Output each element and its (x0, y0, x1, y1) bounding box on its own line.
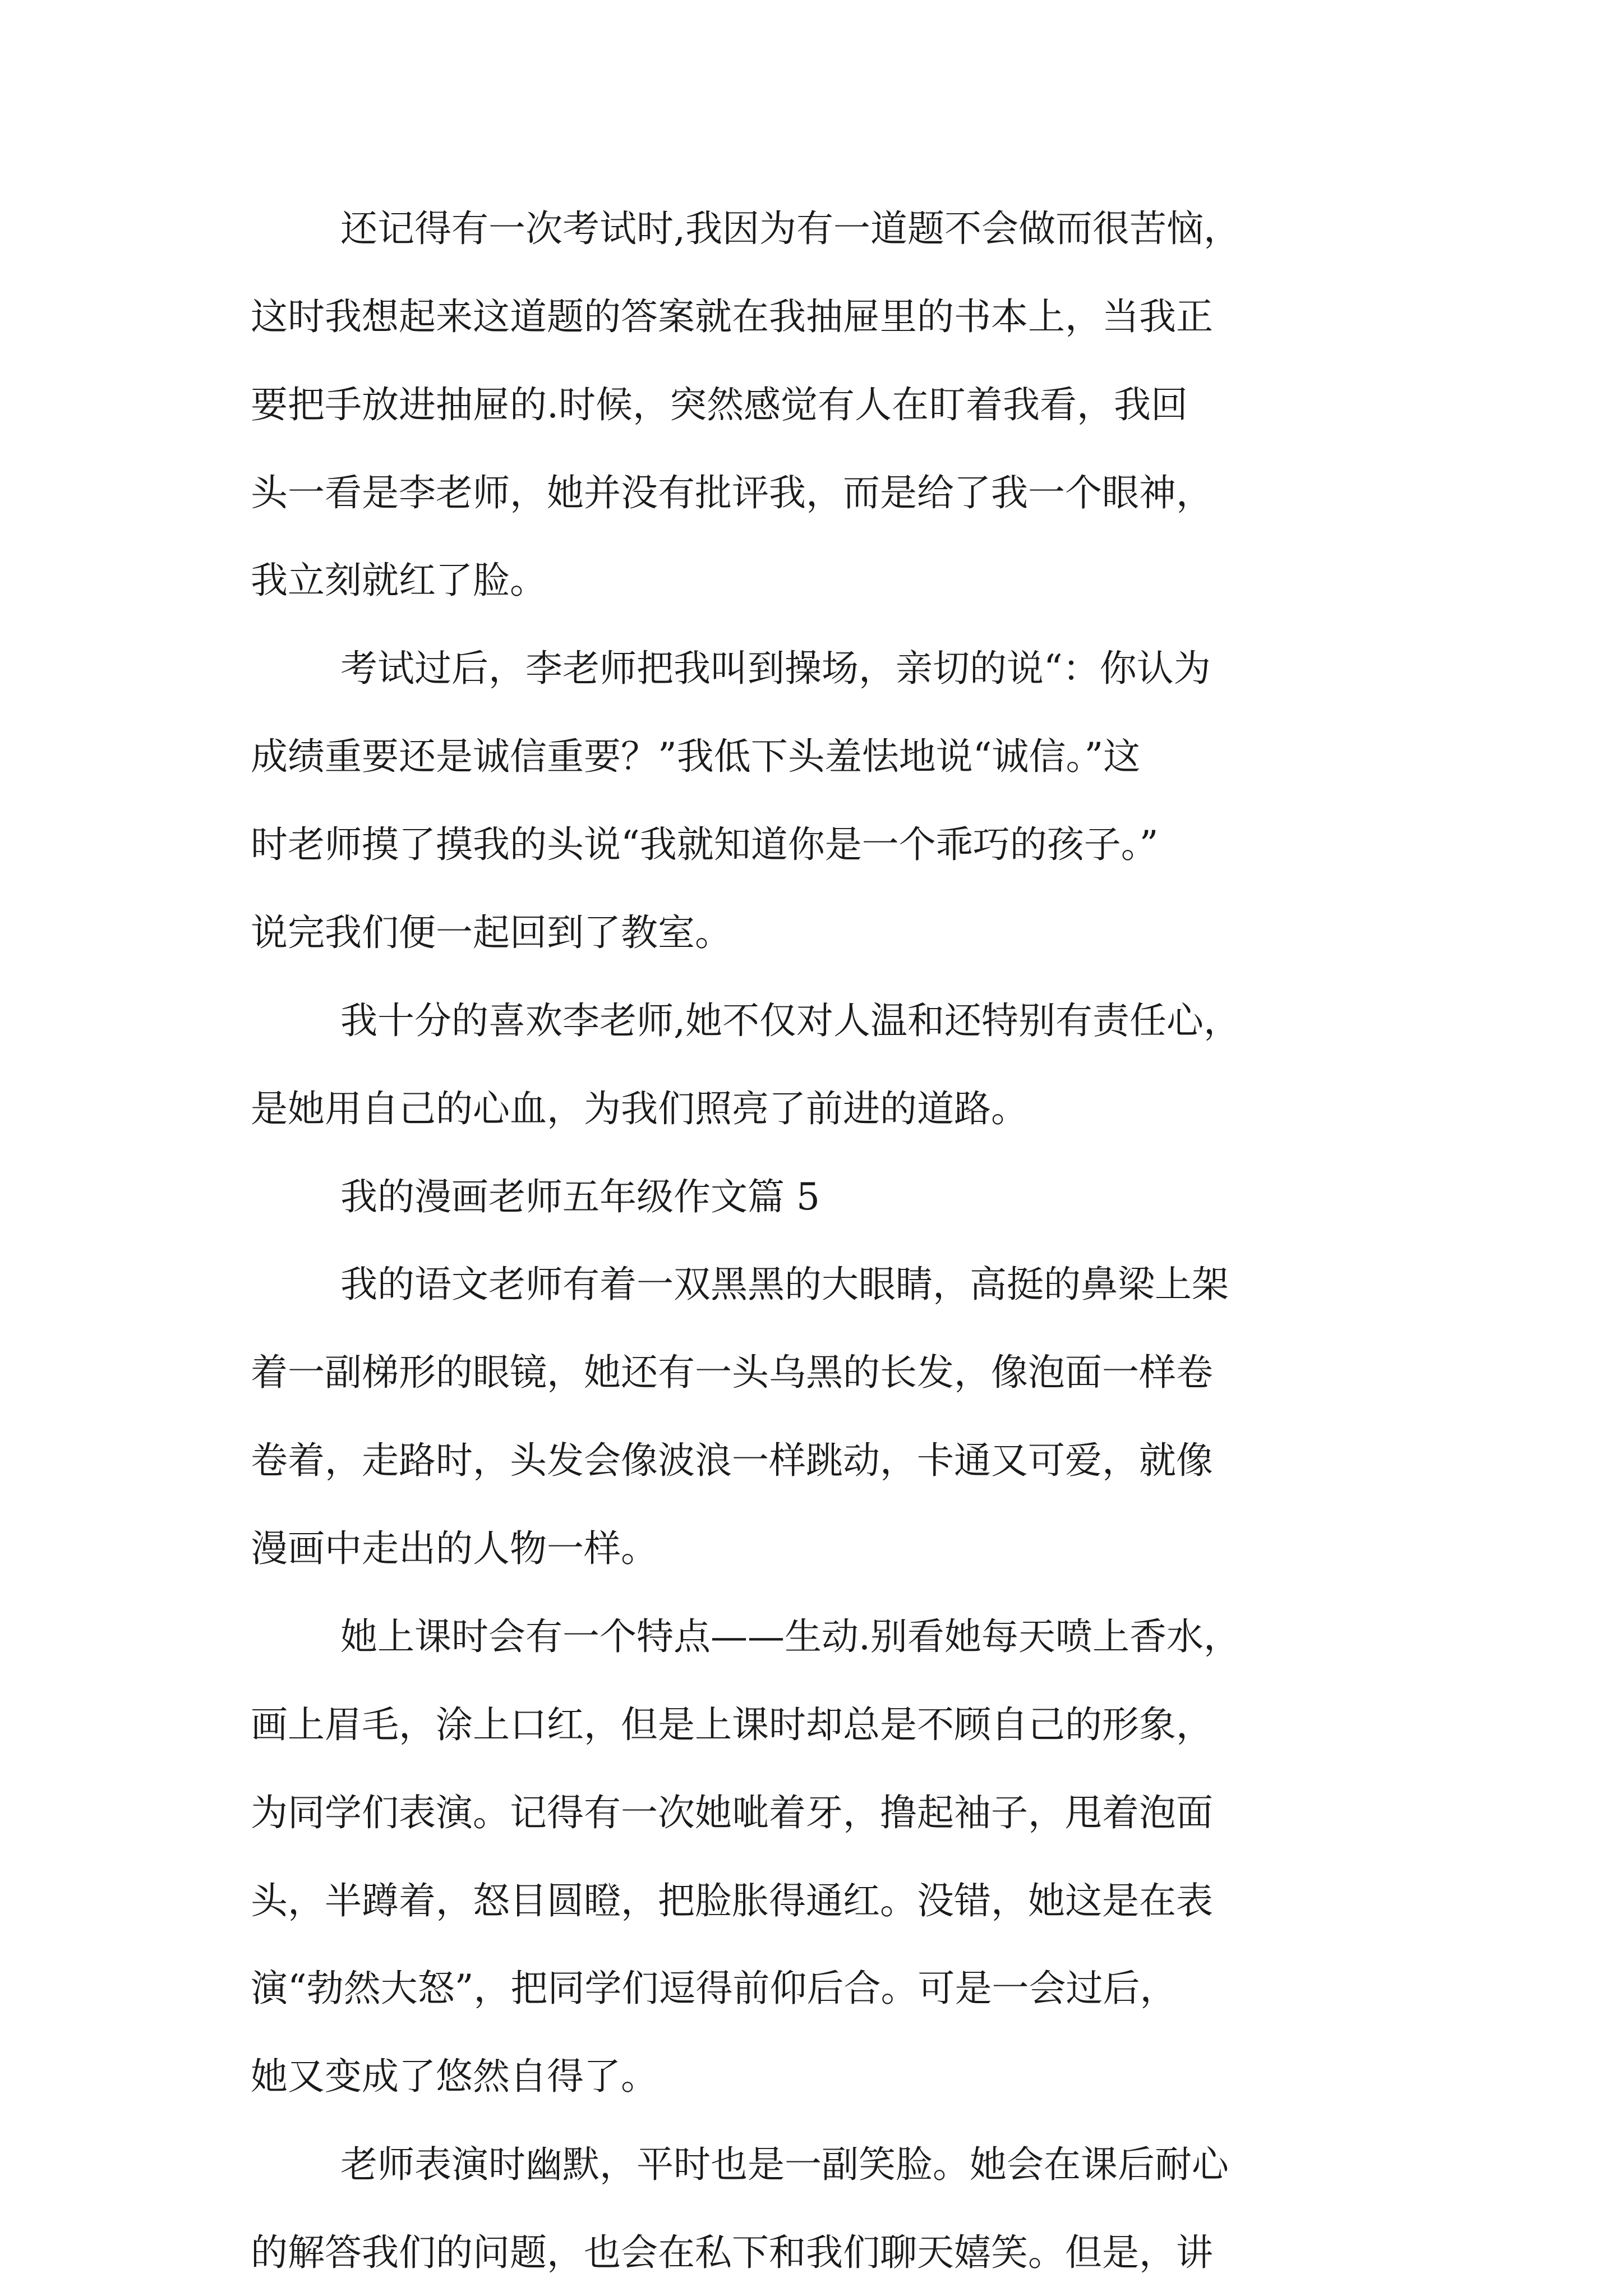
paragraph-6-line-1: 她上课时会有一个特点——生动.别看她每天喷上香水， (340, 1615, 1241, 1658)
paragraph-2-line-2: 成绩重要还是诚信重要？”我低下头羞怯地说“诚信。”这 (251, 735, 1141, 778)
paragraph-2-line-3: 时老师摸了摸我的头说“我就知道你是一个乖巧的孩子。” (251, 823, 1159, 866)
paragraph-2-line-1: 考试过后，李老师把我叫到操场，亲切的说“：你认为 (340, 647, 1211, 690)
paragraph-1-line-2: 这时我想起来这道题的答案就在我抽屉里的书本上，当我正 (251, 295, 1213, 338)
paragraph-1-line-3: 要把手放进抽屉的.时候，突然感觉有人在盯着我看，我回 (251, 383, 1188, 426)
paragraph-1-line-5: 我立刻就红了脸。 (251, 559, 547, 602)
paragraph-3-line-2: 是她用自己的心血，为我们照亮了前进的道路。 (251, 1087, 1028, 1130)
paragraph-5-line-2: 着一副梯形的眼镜，她还有一头乌黑的长发，像泡面一样卷 (251, 1351, 1213, 1394)
paragraph-2-line-4: 说完我们便一起回到了教室。 (251, 911, 732, 954)
paragraph-5-line-3: 卷着，走路时，头发会像波浪一样跳动，卡通又可爱，就像 (251, 1439, 1213, 1482)
paragraph-6-line-3: 为同学们表演。记得有一次她呲着牙，撸起袖子，甩着泡面 (251, 1791, 1213, 1834)
paragraph-1-line-4: 头一看是李老师，她并没有批评我，而是给了我一个眼神， (251, 471, 1213, 514)
paragraph-5-line-1: 我的语文老师有着一双黑黑的大眼睛，高挺的鼻梁上架 (340, 1263, 1229, 1306)
paragraph-3-line-1: 我十分的喜欢李老师,她不仅对人温和还特别有责任心， (340, 999, 1241, 1042)
paragraph-7-line-2: 的解答我们的问题，也会在私下和我们聊天嬉笑。但是，讲 (251, 2231, 1213, 2274)
paragraph-5-line-4: 漫画中走出的人物一样。 (251, 1527, 658, 1570)
paragraph-1-line-1: 还记得有一次考试时,我因为有一道题不会做而很苦恼， (340, 207, 1241, 250)
paragraph-6-line-6: 她又变成了悠然自得了。 (251, 2055, 658, 2098)
paragraph-6-line-5: 演“勃然大怒”，把同学们逗得前仰后合。可是一会过后， (251, 1967, 1177, 2010)
paragraph-6-line-4: 头，半蹲着，怒目圆瞪，把脸胀得通红。没错，她这是在表 (251, 1879, 1213, 1922)
section-heading: 我的漫画老师五年级作文篇 5 (340, 1175, 820, 1218)
paragraph-7-line-1: 老师表演时幽默，平时也是一副笑脸。她会在课后耐心 (340, 2143, 1229, 2186)
paragraph-6-line-2: 画上眉毛，涂上口红，但是上课时却总是不顾自己的形象， (251, 1703, 1213, 1746)
